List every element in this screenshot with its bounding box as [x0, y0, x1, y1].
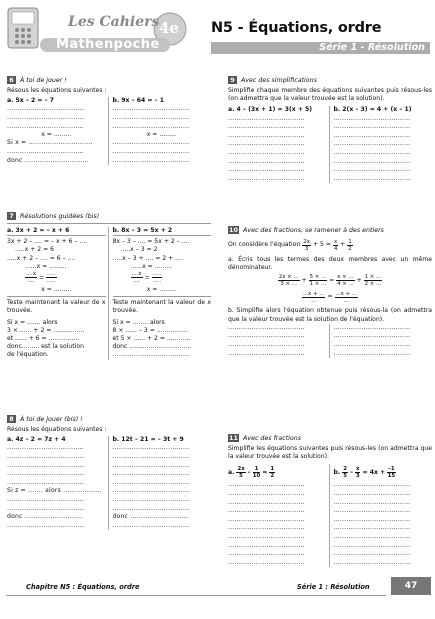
conclusion-line: donc ........................... [112, 513, 188, 521]
answer-line: .................................... [112, 495, 190, 503]
part-b-instruction: b. Simplifie alors l'équation obtenue puis résous-la (on admettra que la valeur trouvée est la solution de l'équation). [228, 307, 432, 323]
exercise-11 [228, 434, 432, 567]
fraction-denominator: 1 × ... [309, 281, 327, 288]
exercise-intro: Simplifie chaque membre des équations suivantes puis résous-les (on admettra que la valeur trouvée est la solution). [228, 87, 432, 103]
answer-line: .................................... [228, 524, 305, 532]
fraction-denominator: 3 [355, 473, 360, 480]
answer-line: .................................... [228, 550, 305, 558]
answer-line: .................................... [228, 341, 305, 348]
check-line: donc......... est la solution [7, 343, 84, 351]
answer-line: .................................... [7, 470, 84, 478]
answer-line: .................................... [333, 148, 411, 156]
fraction-numerator: ...x + ... [335, 290, 357, 297]
answer-line: .................................... [333, 524, 411, 532]
part-a-instruction: a. Écris tous les termes des deux membres avec un même dénominateur. [228, 256, 432, 272]
exercise-8 [7, 415, 211, 530]
exercise-title: Avec des fractions, se ramener à des entiers [243, 226, 384, 234]
answer-line: .................................... [333, 550, 411, 558]
fraction-numerator: 5 × ... [309, 274, 327, 281]
step-line: .....x + 2 – .... = 6 – .... [7, 254, 76, 262]
exercise-intro: Simplifie les équations suivantes puis résous-les (on admettra que la valeur trouvée est la solution). [228, 445, 432, 461]
equation-b: b. 12t – 21 = – 3t + 9 [112, 436, 184, 444]
result-line: x = ......... [146, 286, 177, 294]
answer-line: .................................... [228, 123, 305, 131]
fraction-denominator: 2 [348, 246, 352, 252]
exercise-title: À toi de jouer ! [20, 76, 67, 84]
exercise-number: 11 [229, 434, 239, 442]
step-line: 8x – 3 – .... = 5x + 2 – .... [112, 238, 190, 246]
check-line: Si z = ....... alors .................. [7, 487, 102, 495]
answer-line: .................................... [7, 114, 84, 121]
fraction-numerator: 1 [348, 239, 352, 245]
division-step: $\frac{....x}{....}$ = $\frac{.....}{.....}$ [26, 271, 56, 285]
fraction-numerator: 1 [254, 466, 259, 473]
answer-line: .................................... [112, 444, 190, 452]
footer-series: Série 1 : Résolution [297, 583, 370, 591]
exercise-title: Avec des simplifications [241, 76, 317, 84]
check-line: 8 × ...... – 3 = ................ [112, 326, 188, 334]
answer-line: .................................... [112, 105, 190, 113]
fraction-numerator: x × ... [337, 274, 354, 281]
operator: + [340, 241, 346, 249]
conclusion-line: donc ........................... [7, 513, 83, 521]
answer-line: .................................... [333, 481, 411, 489]
check-line: donc ................................ [112, 343, 192, 351]
answer-line: .................................... [7, 105, 84, 113]
answer-line: .................................... [228, 114, 305, 122]
logo-grade: 4e [159, 19, 179, 37]
fraction-numerator: x [333, 239, 338, 245]
answer-line: .................................... [7, 147, 84, 155]
fraction-numerator: 1 [270, 466, 275, 473]
answer-line: .................................... [333, 507, 411, 515]
fraction-denominator: 2 [270, 473, 275, 480]
equation-b [334, 464, 433, 481]
answer-line: .................................... [112, 147, 190, 155]
answer-line: .................................... [333, 157, 411, 165]
answer-line: .................................... [333, 532, 411, 540]
equation-a: a. 5x – 2 = – 7 [7, 97, 55, 105]
given-equation-label: On considère l'équation [228, 241, 301, 249]
exercise-number: 8 [7, 415, 16, 423]
step-line: 3x + 2 – .... = – x + 6 – .... [7, 238, 88, 246]
answer-line: .................................... [228, 349, 305, 357]
answer-line: .................................... [333, 166, 411, 174]
page-number: 47 [391, 577, 431, 595]
answer-line: .................................... [112, 504, 190, 512]
answer-line: .................................... [228, 507, 305, 515]
step-line: .....x – 3 + .... = 2 + .... [112, 254, 183, 262]
check-line: de l'équation. [7, 351, 49, 359]
step-line: .....x + 2 = 6 [15, 246, 55, 254]
fraction-denominator: 10 [252, 473, 261, 480]
equation-a: a. 4z – 2 = 7z + 4 [7, 436, 66, 444]
check-line: Si x = ........ alors [112, 318, 165, 326]
exercise-intro: Résous les équations suivantes : [7, 87, 107, 94]
result-line: x = ......... [41, 286, 72, 294]
exercise-6 [7, 76, 211, 165]
answer-line: .................................... [112, 521, 190, 529]
fraction-denominator: 3 × ... [280, 281, 297, 288]
cahiers-mathenpoche-logo [6, 6, 198, 56]
equation-label: a. [228, 468, 235, 476]
answer-line: .................................... [333, 515, 411, 523]
fraction-numerator: 2x [237, 466, 245, 473]
operator: – [349, 468, 353, 476]
answer-line: .................................... [228, 148, 305, 156]
answer-line: .................................... [228, 140, 305, 148]
answer-line: .................................... [112, 351, 190, 359]
answer-line: .................................... [7, 521, 84, 529]
fraction-numerator: 2 [343, 466, 347, 473]
exercise-number: 7 [7, 212, 16, 220]
common-denominator-line: $\frac{2x \times ...}{3 \times ...}$ + $\frac{5 \times ...}{1 \times ...}$ = $\frac{x \times ...}{4 \times ...}$ + $\frac{1 \times ...}{2 \times ...}$ [278, 274, 382, 288]
answer-line: .................................... [333, 140, 411, 148]
answer-line: .................................... [333, 349, 411, 357]
answer-line: .................................... [228, 515, 305, 523]
operator: = 4x + [362, 468, 386, 476]
fraction-denominator: 15 [387, 473, 396, 480]
test-instruction: Teste maintenant la valeur de x trouvée. [7, 299, 106, 315]
fraction-denominator: 2 × ... [364, 281, 382, 288]
logo-top-text: Les Cahiers [68, 14, 160, 30]
answer-line: .................................... [7, 504, 84, 512]
exercise-9 [228, 76, 432, 183]
equation-a: a. 3x + 2 = – x + 6 [7, 227, 70, 234]
answer-line: .................................... [228, 558, 305, 566]
answer-line: .................................... [228, 174, 305, 182]
operator: + 5 = [312, 241, 331, 249]
exercise-intro: Résous les équations suivantes : [7, 426, 107, 433]
page-title: N5 - Équations, ordre [211, 20, 382, 36]
operator: – [247, 468, 251, 476]
answer-line: .................................... [333, 490, 411, 497]
answer-line: .................................... [333, 174, 411, 182]
answer-line: .................................... [112, 122, 190, 130]
fraction-denominator: 5 [343, 473, 347, 480]
exercise-number: 6 [7, 76, 16, 84]
answer-line: .................................... [112, 478, 190, 486]
footer-rule [6, 595, 386, 596]
step-line: .....x – 3 = 2 [120, 246, 158, 254]
fraction-numerator: 2x [303, 239, 310, 245]
answer-line: .................................... [333, 498, 411, 506]
series-ribbon: Série 1 - Résolution [211, 42, 430, 54]
answer-line: .................................... [112, 470, 190, 478]
test-instruction: Teste maintenant la valeur de x trouvée. [112, 299, 211, 315]
answer-line: .................................... [7, 453, 84, 460]
logo-bottom-text: Mathenpoche [56, 37, 160, 52]
answer-line: .................................... [333, 131, 411, 139]
answer-line: .................................... [112, 114, 190, 121]
exercise-number: 10 [229, 226, 239, 234]
fraction-numerator: 1 × ... [364, 274, 382, 281]
fraction-numerator: ...x + ... [303, 290, 325, 297]
check-line: Si x = ....... alors [7, 318, 58, 326]
answer-line: .................................... [228, 541, 305, 549]
exercise-title: Avec des fractions [243, 434, 302, 442]
conclusion-line: donc .............................. [7, 156, 89, 164]
fraction-denominator: 4 [333, 246, 338, 252]
equation-label: b. [333, 468, 341, 476]
equation-b: b. 2(x – 3) = 4 + (x – 1) [333, 106, 412, 114]
answer-line: .................................... [228, 131, 305, 139]
equation-b: b. 9x – 64 = – 1 [112, 97, 164, 105]
fraction-numerator: –1 [388, 466, 395, 473]
fraction-numerator: x [356, 466, 360, 473]
fraction-denominator: 5 [239, 473, 243, 480]
answer-line: .................................... [333, 114, 411, 122]
answer-line: .................................... [7, 122, 84, 130]
fraction-denominator: 4 × ... [337, 281, 354, 288]
answer-line: .................................... [333, 541, 411, 549]
result-line: x = ......... [41, 131, 72, 139]
answer-line: .................................... [7, 495, 84, 503]
exercise-title: Résolutions guidées (bis) [20, 212, 100, 220]
exercise-number: 9 [228, 76, 237, 84]
answer-line: .................................... [228, 323, 305, 331]
answer-line: .................................... [228, 490, 305, 497]
answer-line: .................................... [112, 487, 190, 495]
answer-line: .................................... [7, 461, 84, 469]
check-line: Si x = .............................. [7, 139, 93, 147]
answer-line: .................................... [228, 166, 305, 174]
operator: = [262, 468, 268, 476]
result-line: x = ......... [146, 131, 177, 139]
answer-line: .................................... [333, 332, 411, 340]
division-step: $\frac{....x}{....}$ = $\frac{.....}{.....}$ [131, 271, 162, 285]
exercise-10 [228, 226, 432, 358]
equation-a [228, 464, 327, 481]
fraction-denominator: ... [343, 297, 349, 304]
answer-line: .................................... [112, 156, 190, 164]
answer-line: .................................... [7, 478, 84, 486]
answer-line: .................................... [7, 444, 84, 452]
answer-line: .................................... [228, 157, 305, 165]
step-line: ......x = ......... [130, 262, 173, 270]
answer-line: .................................... [112, 461, 190, 469]
exercise-title: À toi de jouer (bis) ! [20, 415, 83, 423]
answer-line: .................................... [333, 123, 411, 131]
equation-a: a. 4 – (3x + 1) = 3(x + 5) [228, 106, 313, 114]
answer-line: .................................... [228, 481, 305, 489]
answer-line: .................................... [333, 323, 411, 331]
step-line: ......x = ......... [25, 262, 67, 270]
exercise-7 [7, 212, 211, 360]
answer-line: .................................... [228, 332, 305, 340]
fraction-numerator: 2x × ... [278, 274, 299, 281]
check-line: et 5 × ...... + 2 = ............ [112, 335, 191, 343]
answer-line: .................................... [112, 139, 190, 147]
fraction-denominator: ... [311, 297, 317, 304]
answer-line: .................................... [228, 532, 305, 540]
check-line: 3 × ...... + 2 = ................ [7, 326, 85, 334]
answer-line: .................................... [333, 341, 411, 348]
equation-b: b. 8x – 3 = 5x + 2 [112, 227, 173, 234]
footer-chapter: Chapitre N5 : Équations, ordre [26, 583, 140, 591]
given-equation [228, 237, 432, 254]
fraction-denominator: 3 [304, 246, 309, 252]
answer-line: .................................... [333, 558, 411, 566]
answer-line: .................................... [228, 498, 305, 506]
check-line: et ...... + 6 = ................ [7, 335, 80, 343]
combined-fraction-line: $\frac{...x + ...}{...}$ = $\frac{...x + ...}{...}$ [303, 290, 357, 304]
answer-line: .................................... [112, 453, 190, 460]
